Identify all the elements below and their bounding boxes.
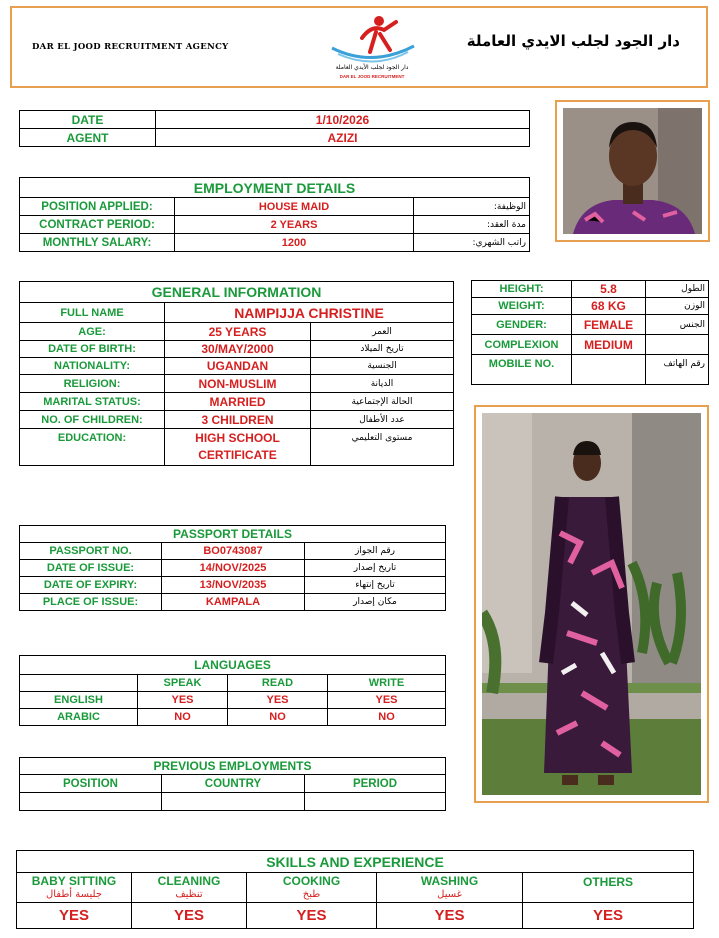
fullname-value: NAMPIJJA CHRISTINE xyxy=(165,303,454,323)
portrait-photo xyxy=(555,100,710,242)
skill-others-header xyxy=(523,873,694,903)
place-issue-label-ar: مكان إصدار xyxy=(305,594,446,611)
position-label-ar: الوظيفة: xyxy=(414,198,530,216)
religion-label: RELIGION: xyxy=(20,375,165,393)
gender-value: FEMALE xyxy=(572,315,646,335)
fullname-label: FULL NAME xyxy=(20,303,165,323)
education-label: EDUCATION: xyxy=(20,429,165,466)
passport-no-label: PASSPORT NO. xyxy=(20,543,162,560)
dob-label: DATE OF BIRTH: xyxy=(20,341,165,358)
skills-title: SKILLS AND EXPERIENCE xyxy=(17,851,694,873)
lang-col-read: READ xyxy=(228,675,328,692)
salary-value: 1200 xyxy=(175,234,414,252)
complexion-label-ar xyxy=(646,335,709,355)
agent-label: AGENT xyxy=(20,129,156,147)
logo-text-ar: دار الجود لجلب الأيدي العاملة xyxy=(335,64,409,71)
mobile-label-ar: رقم الهاتف xyxy=(646,355,709,385)
prev-empty-cell xyxy=(162,793,305,811)
lang-arabic-speak: NO xyxy=(138,709,228,726)
contract-value: 2 YEARS xyxy=(175,216,414,234)
children-label-ar: عدد الأطفال xyxy=(311,411,454,429)
lang-col-speak: SPEAK xyxy=(138,675,228,692)
date-label: DATE xyxy=(20,111,156,129)
age-label: AGE: xyxy=(20,323,165,341)
skill-cleaning-value: YES xyxy=(132,903,247,929)
weight-label-ar: الوزن xyxy=(646,298,709,315)
education-label-ar: مستوى التعليمي xyxy=(311,429,454,466)
lang-arabic-read: NO xyxy=(228,709,328,726)
issue-date-value: 14/NOV/2025 xyxy=(162,560,305,577)
complexion-value: MEDIUM xyxy=(572,335,646,355)
mobile-value xyxy=(572,355,646,385)
skill-babysitting-en: BABY SITTING xyxy=(31,873,117,888)
agency-header xyxy=(10,6,708,88)
skill-cleaning-en: CLEANING xyxy=(157,873,221,888)
skill-washing-ar: غسيل xyxy=(437,888,462,900)
employment-title: EMPLOYMENT DETAILS xyxy=(20,178,530,198)
passport-table xyxy=(19,525,446,611)
skill-others-value: YES xyxy=(523,903,694,929)
place-issue-label: PLACE OF ISSUE: xyxy=(20,594,162,611)
expiry-date-value: 13/NOV/2035 xyxy=(162,577,305,594)
skill-cooking-en: COOKING xyxy=(282,873,341,888)
skill-washing-header xyxy=(377,873,523,903)
lang-english-speak: YES xyxy=(138,692,228,709)
languages-corner-cell xyxy=(20,675,138,692)
logo-text-en: DAR EL JOOD RECRUITMENT xyxy=(339,74,405,79)
passport-no-value: BO0743087 xyxy=(162,543,305,560)
age-value: 25 YEARS xyxy=(165,323,311,341)
date-agent-table xyxy=(19,110,530,147)
height-label: HEIGHT: xyxy=(472,281,572,298)
skill-cleaning-ar: تنظيف xyxy=(175,888,203,900)
general-title: GENERAL INFORMATION xyxy=(20,282,454,303)
prev-empty-cell xyxy=(20,793,162,811)
agent-value: AZIZI xyxy=(156,129,530,147)
issue-date-label-ar: تاريخ إصدار xyxy=(305,560,446,577)
complexion-label: COMPLEXION xyxy=(472,335,572,355)
weight-label: WEIGHT: xyxy=(472,298,572,315)
prev-empty-cell xyxy=(305,793,446,811)
languages-title: LANGUAGES xyxy=(20,656,446,675)
agency-name-en: DAR EL JOOD RECRUITMENT AGENCY xyxy=(32,42,229,52)
age-label-ar: العمر xyxy=(311,323,454,341)
lang-english-write: YES xyxy=(328,692,446,709)
lang-english-read: YES xyxy=(228,692,328,709)
salary-label: MONTHLY SALARY: xyxy=(20,234,175,252)
languages-table xyxy=(19,655,446,726)
position-value: HOUSE MAID xyxy=(175,198,414,216)
skills-table xyxy=(16,850,694,929)
skill-babysitting-header xyxy=(17,873,132,903)
marital-value: MARRIED xyxy=(165,393,311,411)
portrait-image xyxy=(563,108,702,234)
contract-label-ar: مدة العقد: xyxy=(414,216,530,234)
prev-col-position: POSITION xyxy=(20,775,162,793)
gender-label-ar: الجنس xyxy=(646,315,709,335)
expiry-date-label-ar: تاريخ إنتهاء xyxy=(305,577,446,594)
employment-table xyxy=(19,177,530,252)
mobile-label: MOBILE NO. xyxy=(472,355,572,385)
religion-value: NON-MUSLIM xyxy=(165,375,311,393)
children-label: NO. OF CHILDREN: xyxy=(20,411,165,429)
nationality-label: NATIONALITY: xyxy=(20,358,165,375)
skill-washing-en: WASHING xyxy=(420,873,479,888)
previous-employment-table xyxy=(19,757,446,811)
religion-label-ar: الديانة xyxy=(311,375,454,393)
passport-no-label-ar: رقم الجواز xyxy=(305,543,446,560)
lang-col-write: WRITE xyxy=(328,675,446,692)
logo-mark-icon xyxy=(324,12,420,64)
place-issue-value: KAMPALA xyxy=(162,594,305,611)
nationality-label-ar: الجنسية xyxy=(311,358,454,375)
skill-washing-value: YES xyxy=(377,903,523,929)
lang-arabic-write: NO xyxy=(328,709,446,726)
lang-english-label: ENGLISH xyxy=(20,692,138,709)
full-body-photo xyxy=(474,405,709,803)
skill-babysitting-ar: جليسة أطفال xyxy=(45,888,103,900)
children-value: 3 CHILDREN xyxy=(165,411,311,429)
agency-name-ar: دار الجود لجلب الايدي العاملة xyxy=(466,32,680,50)
skill-cooking-value: YES xyxy=(247,903,377,929)
marital-label: MARITAL STATUS: xyxy=(20,393,165,411)
height-label-ar: الطول xyxy=(646,281,709,298)
marital-label-ar: الحالة الإجتماعية xyxy=(311,393,454,411)
passport-title: PASSPORT DETAILS xyxy=(20,526,446,543)
position-label: POSITION APPLIED: xyxy=(20,198,175,216)
skill-babysitting-value: YES xyxy=(17,903,132,929)
general-info-table xyxy=(19,281,454,466)
physical-table xyxy=(471,280,709,385)
education-value: HIGH SCHOOL CERTIFICATE xyxy=(165,429,311,466)
prev-col-period: PERIOD xyxy=(305,775,446,793)
full-body-image xyxy=(482,413,701,795)
skill-cleaning-header xyxy=(132,873,247,903)
gender-label: GENDER: xyxy=(472,315,572,335)
dob-label-ar: تاريخ الميلاد xyxy=(311,341,454,358)
dob-value: 30/MAY/2000 xyxy=(165,341,311,358)
skill-cooking-header xyxy=(247,873,377,903)
weight-value: 68 KG xyxy=(572,298,646,315)
skill-cooking-ar: طبخ xyxy=(302,888,321,900)
expiry-date-label: DATE OF EXPIRY: xyxy=(20,577,162,594)
previous-title: PREVIOUS EMPLOYMENTS xyxy=(20,758,446,775)
salary-label-ar: راتب الشهري: xyxy=(414,234,530,252)
skill-others-en: OTHERS xyxy=(582,875,633,889)
contract-label: CONTRACT PERIOD: xyxy=(20,216,175,234)
lang-arabic-label: ARABIC xyxy=(20,709,138,726)
height-value: 5.8 xyxy=(572,281,646,298)
issue-date-label: DATE OF ISSUE: xyxy=(20,560,162,577)
date-value: 1/10/2026 xyxy=(156,111,530,129)
nationality-value: UGANDAN xyxy=(165,358,311,375)
agency-logo xyxy=(324,12,420,84)
prev-col-country: COUNTRY xyxy=(162,775,305,793)
